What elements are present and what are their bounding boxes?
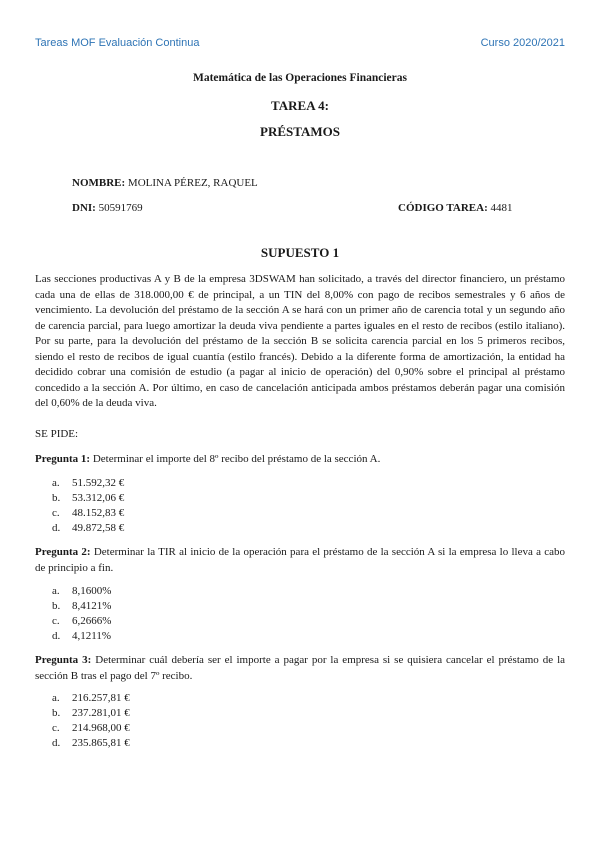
question-1 [35, 452, 565, 468]
option-value: 237.281,01 € [72, 707, 130, 719]
question-2-options [52, 584, 111, 644]
name-value: MOLINA PÉREZ, RAQUEL [127, 177, 258, 189]
name-label: NOMBRE: [72, 177, 126, 189]
option-value: 235.865,81 € [72, 737, 130, 749]
question-3-text: Determinar cuál debería ser el importe a pagar por la empresa si se quisiera cancelar el préstamo de la sección B tras el pago del 7º recibo. [35, 654, 566, 682]
task-subtitle: PRÉSTAMOS [260, 124, 340, 139]
option-value: 8,1600% [72, 585, 112, 597]
option-letter: c. [52, 615, 60, 627]
option-value: 48.152,83 € [72, 507, 125, 519]
option-value: 4,1211% [72, 630, 112, 642]
option-letter: d. [52, 522, 61, 534]
question-3-options [52, 691, 130, 751]
question-1-text: Determinar el importe del 8º recibo del préstamo de la sección A. [92, 453, 381, 465]
problem-statement: Las secciones productivas A y B de la empresa 3DSWAM han solicitado, a través del director financiero, un préstamo cada una de ellas de 318.000,00 € de principal, a un TIN del 8,00% con pago de recibos semestrales y 6 años de vencimiento. La devolución del préstamo de la sección A se hará con un primer año de carencia total y un segundo año de carencia parcial, para luego amortizar la deuda viva pendiente a partes iguales en el resto de recibos (estilo italiano). Por su parte, para la devolución del préstamo de la sección B se solicita carencia parcial en los 5 primeros recibos, siendo el resto de recibos de igual cuantía (estilo francés). Debido a la diferente forma de amortización, la entidad ha decidido cobrar una comisión de estudio (a pagar al inicio de operación) del 0,90% sobre el principal al préstamo concedido a la sección A. Por último, en caso de cancelación anticipada ambos préstamos deberán pagar una comisión del 0,60% de la deuda viva. [35, 273, 565, 409]
option-letter: b. [52, 707, 61, 719]
option-letter: c. [52, 507, 60, 519]
header-year: Curso 2020/2021 [480, 37, 565, 49]
subject-title: Matemática de las Operaciones Financieras [193, 72, 407, 84]
se-pide-label: SE PIDE: [35, 428, 79, 440]
option [52, 721, 130, 736]
question-2-text: Determinar la TIR al inicio de la operación para el préstamo de la sección A si la empresa lo lleva a cabo de principio a fin. [35, 546, 565, 574]
dni-value: 50591769 [98, 202, 143, 214]
option-letter: c. [52, 722, 60, 734]
option [52, 506, 124, 521]
option-letter: a. [52, 477, 60, 489]
option-value: 49.872,58 € [72, 522, 125, 534]
option-value: 8,4121% [72, 600, 112, 612]
question-2 [35, 545, 565, 576]
option-letter: b. [52, 492, 61, 504]
dni-label: DNI: [72, 202, 96, 214]
option [52, 629, 111, 644]
question-1-label: Pregunta 1: [35, 453, 91, 465]
task-code-value: 4481 [490, 202, 513, 214]
option [52, 614, 111, 629]
question-2-label: Pregunta 2: [35, 546, 91, 558]
task-code-label: CÓDIGO TAREA: [398, 202, 488, 214]
option-letter: a. [52, 692, 60, 704]
question-3-label: Pregunta 3: [35, 654, 92, 666]
option-letter: b. [52, 600, 61, 612]
option [52, 476, 124, 491]
question-3 [35, 653, 565, 684]
student-dni [72, 202, 143, 214]
task-title: TAREA 4: [271, 98, 329, 113]
option [52, 706, 130, 721]
section-title: SUPUESTO 1 [260, 245, 340, 260]
option-value: 214.968,00 € [72, 722, 130, 734]
option-letter: a. [52, 585, 60, 597]
question-1-options [52, 476, 124, 536]
option-value: 6,2666% [72, 615, 112, 627]
option-value: 51.592,32 € [72, 477, 125, 489]
option-value: 216.257,81 € [72, 692, 130, 704]
option [52, 736, 130, 751]
task-code [398, 202, 513, 214]
option [52, 691, 130, 706]
option [52, 521, 124, 536]
option-value: 53.312,06 € [72, 492, 125, 504]
student-name [72, 177, 258, 189]
header-course-title: Tareas MOF Evaluación Continua [35, 37, 200, 49]
option [52, 491, 124, 506]
option [52, 584, 111, 599]
option-letter: d. [52, 630, 61, 642]
option-letter: d. [52, 737, 61, 749]
option [52, 599, 111, 614]
